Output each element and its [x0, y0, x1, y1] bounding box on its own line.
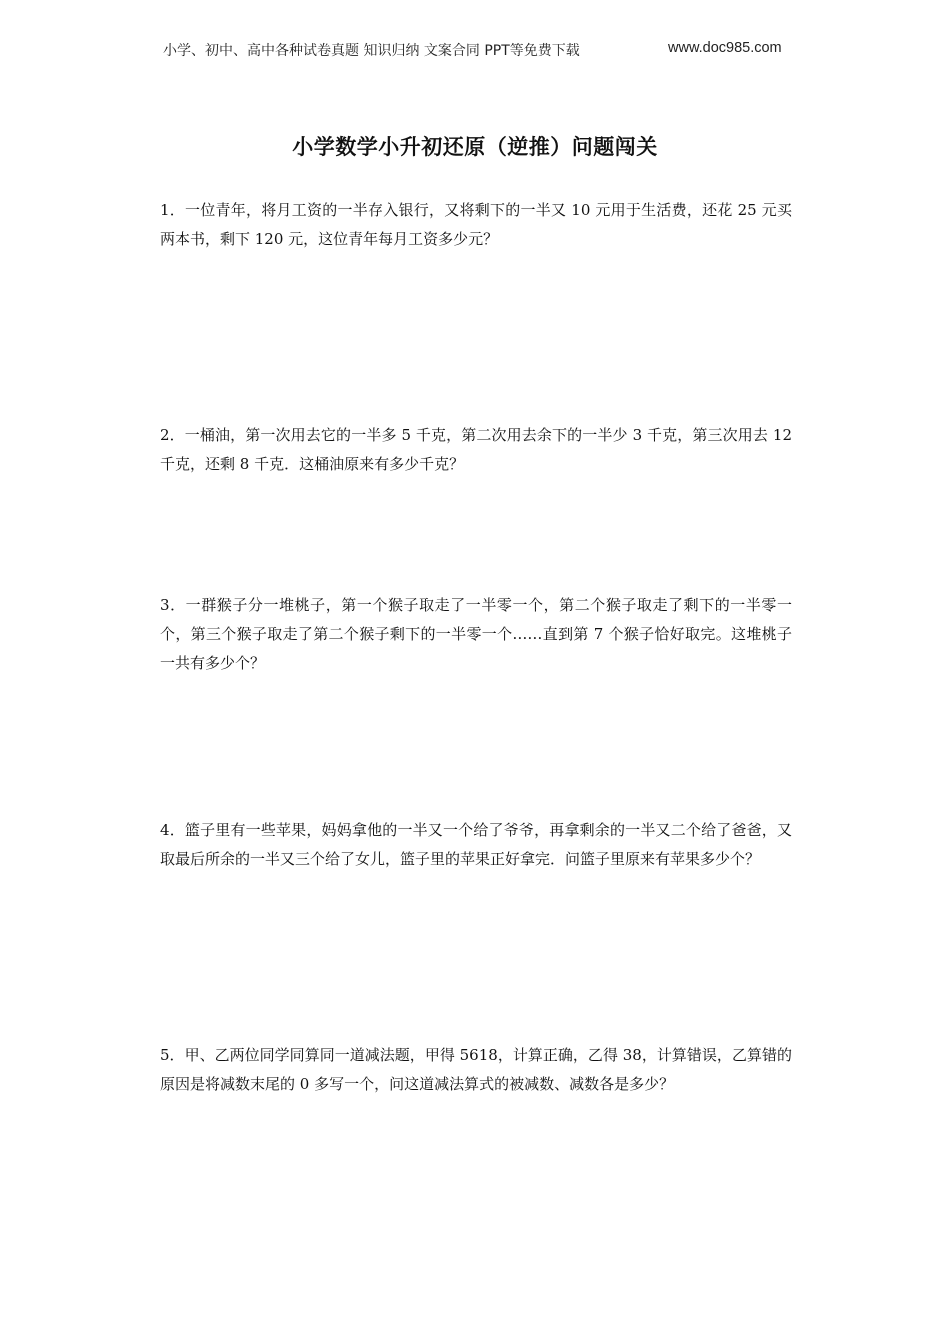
question-2: 2．一桶油，第一次用去它的一半多 5 千克，第二次用去余下的一半少 3 千克，第三次用去 12 千克，还剩 8 千克．这桶油原来有多少千克？: [160, 426, 792, 473]
document-title: 小学数学小升初还原（逆推）问题闯关: [292, 135, 658, 159]
header-promo-text: 小学、初中、高中各种试卷真题 知识归纳 文案合同 PPT等免费下载: [163, 43, 580, 59]
question-4: 4．篮子里有一些苹果，妈妈拿他的一半又一个给了爷爷，再拿剩余的一半又二个给了爸爸，又取最后所余的一半又三个给了女儿，篮子里的苹果正好拿完．问篮子里原来有苹果多少个？: [160, 821, 792, 868]
question-3: 3．一群猴子分一堆桃子，第一个猴子取走了一半零一个，第二个猴子取走了剩下的一半零一个，第三个猴子取走了第二个猴子剩下的一半零一个……直到第 7 个猴子恰好取完。这堆桃子一共有多少个？: [160, 596, 792, 672]
question-5: 5．甲、乙两位同学同算同一道减法题，甲得 5618，计算正确，乙得 38，计算错误，乙算错的原因是将减数末尾的 0 多写一个，问这道减法算式的被减数、减数各是多少？: [160, 1046, 792, 1093]
page-header: [0, 38, 950, 64]
question-1: 1．一位青年，将月工资的一半存入银行，又将剩下的一半又 10 元用于生活费，还花 25 元买两本书，剩下 120 元，这位青年每月工资多少元？: [160, 201, 792, 248]
header-site-link[interactable]: www.doc985.com: [668, 40, 782, 56]
